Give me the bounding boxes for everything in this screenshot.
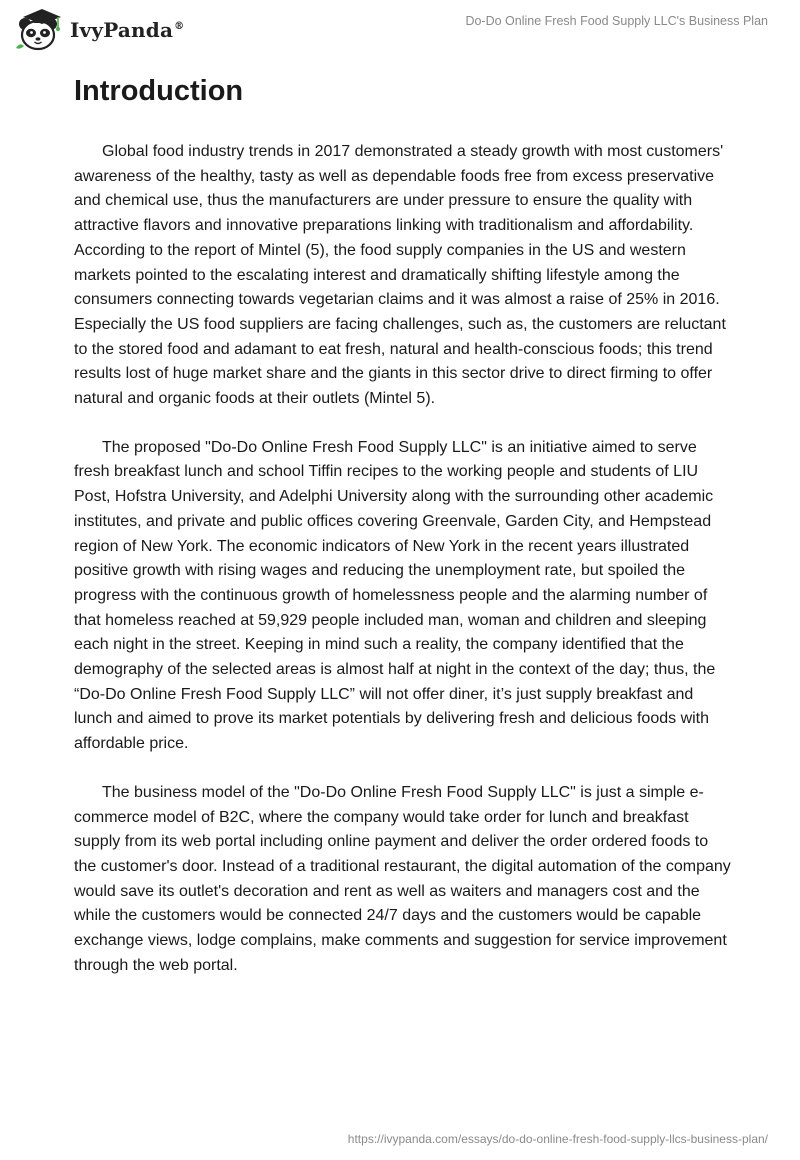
brand-logo[interactable] — [14, 8, 184, 52]
section-heading: Introduction — [74, 75, 244, 107]
panda-graduation-cap-icon — [14, 8, 66, 52]
registered-mark: ® — [174, 21, 185, 33]
brand-name: IvyPanda® — [70, 18, 185, 42]
source-url[interactable]: https://ivypanda.com/essays/do-do-online-fresh-food-supply-llcs-business-plan/ — [347, 1132, 768, 1146]
document-title: Do-Do Online Fresh Food Supply LLC's Business Plan — [465, 14, 768, 28]
essay-content — [74, 70, 734, 1003]
paragraph-3: The business model of the "Do-Do Online Fresh Food Supply LLC" is just a simple e-commerce model of B2C, where the company would take order for lunch and breakfast supply from its web portal including online payment and deliver the order ordered foods to the customer's door. Instead of a traditional restaurant, the digital automation of the company would save its outlet's decoration and rent as well as waiters and managers cost and the while the customers would be connected 24/7 days and the customers would be capable exchange views, lodge complains, make comments and suggestion for service improvement through the web portal. — [74, 783, 731, 974]
paragraph-2: The proposed "Do-Do Online Fresh Food Supply LLC" is an initiative aimed to serve fresh breakfast lunch and school Tiffin recipes to the working people and students of LIU Post, Hofstra University, and Adelphi University along with the surrounding other academic institutes, and private and public offices covering Greenvale, Garden City, and Hempstead region of New York. The economic indicators of New York in the recent years illustrated positive growth with rising wages and reducing the unemployment rate, but spoiled the progress with the continuous growth of homelessness people and the alarming number of that homeless reached at 59,929 people included man, woman and children and sleeping each night in the street. Keeping in mind such a reality, the company identified that the demography of the selected areas is almost half at night in the context of the day; thus, the “Do-Do Online Fresh Food Supply LLC” will not offer diner, it’s just supply breakfast and lunch and aimed to prove its market potentials by delivering fresh and delicious foods with affordable price. — [74, 438, 716, 753]
paragraph-1: Global food industry trends in 2017 demonstrated a steady growth with most customers' awareness of the healthy, tasty as well as dependable foods free from excess preservative and chemical use, thus the manufacturers are under pressure to ensure the quality with attractive flavors and innovative preparations linking with traditionalism and affordability. According to the report of Mintel (5), the food supply companies in the US and western markets pointed to the escalating interest and dramatically shifting lifestyle among the consumers connecting towards vegetarian claims and it was almost a raise of 25% in 2016. Especially the US food suppliers are facing challenges, such as, the customers are reluctant to the stored food and adamant to eat fresh, natural and health-conscious foods; this trend results lost of huge market share and the giants in this sector drive to direct firming to offer natural and organic foods at their outlets (Mintel 5). — [74, 143, 726, 408]
page-header — [0, 0, 800, 60]
